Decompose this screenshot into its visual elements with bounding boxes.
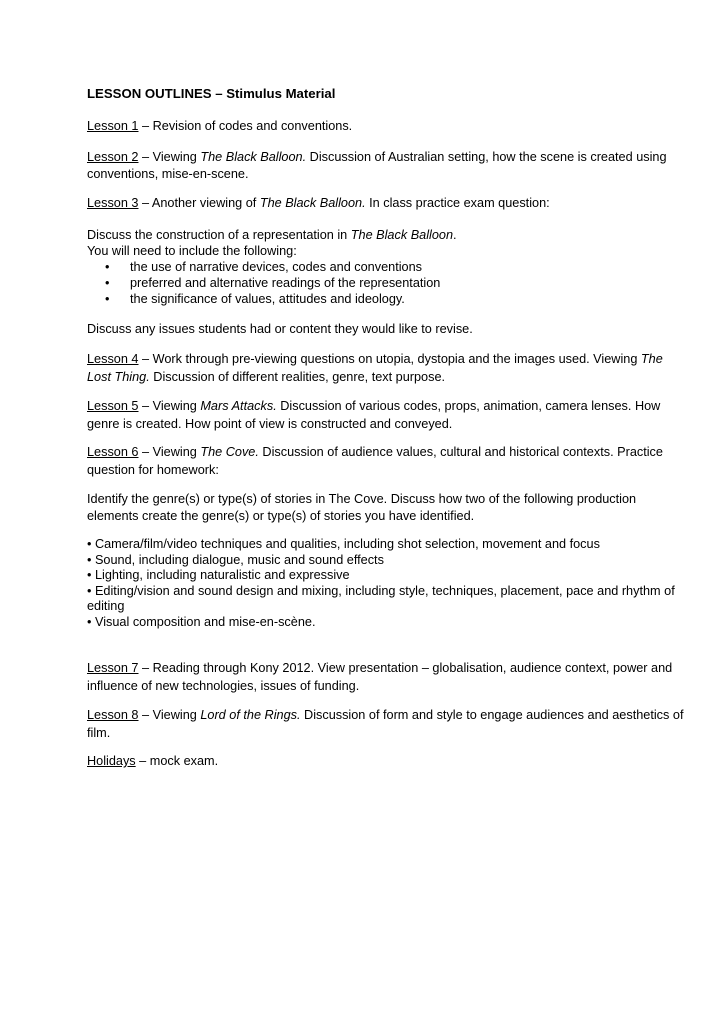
lesson-2-label: Lesson 2 xyxy=(87,150,139,164)
lesson-8-text: Discussion of form and style to engage audiences and aesthetics of film. xyxy=(87,708,684,740)
lesson-3-film: The Black Balloon. xyxy=(259,196,366,210)
lesson-7-label: Lesson 7 xyxy=(87,661,139,675)
lesson-1 xyxy=(87,118,687,135)
bullet-text: preferred and alternative readings of the representation xyxy=(130,276,441,290)
list-item: • Camera/film/video techniques and qualities, including shot selection, movement and focus xyxy=(87,537,600,551)
question-1-intro: You will need to include the following: xyxy=(87,244,297,258)
holidays xyxy=(87,753,687,770)
list-item xyxy=(87,291,687,307)
lesson-1-label: Lesson 1 xyxy=(87,119,139,133)
lesson-3-pre: – Another viewing of xyxy=(138,196,260,210)
lesson-2-pre: – Viewing xyxy=(138,150,201,164)
lesson-8 xyxy=(87,706,687,742)
exam-question-2: Identify the genre(s) or type(s) of stories in The Cove. Discuss how two of the following production elements create the genre(s) or type(s) of stories you have identified. xyxy=(87,492,637,523)
exam-question-1 xyxy=(87,227,687,307)
question-1-bullet-list xyxy=(87,259,687,307)
lesson-6-film: The Cove. xyxy=(200,445,259,459)
question-1-pre: Discuss the construction of a representation in xyxy=(87,228,351,242)
lesson-6-label: Lesson 6 xyxy=(87,445,139,459)
bullet-text: the significance of values, attitudes and ideology. xyxy=(130,292,405,306)
lesson-2 xyxy=(87,149,687,183)
question-1-film: The Black Balloon xyxy=(350,228,454,242)
question-1-prompt xyxy=(87,227,687,243)
lesson-6-pre: – Viewing xyxy=(138,445,201,459)
lesson-8-label: Lesson 8 xyxy=(87,708,139,722)
lesson-2-text: Discussion of Australian setting, how the scene is created using conventions, mise-en-scene. xyxy=(87,150,667,181)
question-1-post: . xyxy=(453,228,457,242)
lesson-7-text: – Reading through Kony 2012. View presentation – globalisation, audience context, power and influence of new technologies, issues of funding. xyxy=(87,661,673,693)
production-elements-list xyxy=(87,537,687,630)
lesson-5-pre: – Viewing xyxy=(138,399,201,413)
list-item: • Lighting, including naturalistic and expressive xyxy=(87,568,350,582)
bullet-glyph: • xyxy=(105,276,110,290)
list-item xyxy=(87,259,687,275)
lesson-2-film: The Black Balloon. xyxy=(200,150,307,164)
lesson-5 xyxy=(87,397,687,433)
lesson-5-film: Mars Attacks. xyxy=(200,399,277,413)
list-item: • Sound, including dialogue, music and sound effects xyxy=(87,552,384,567)
lesson-4-pre: – Work through pre-viewing questions on utopia, dystopia and the images used. Viewing xyxy=(138,352,641,366)
lesson-3-text: In class practice exam question: xyxy=(365,196,550,210)
discuss-issues: Discuss any issues students had or content they would like to revise. xyxy=(87,322,473,336)
list-item: • Editing/vision and sound design and mixing, including style, techniques, placement, pace and rhythm of editing xyxy=(87,583,675,613)
list-item xyxy=(87,275,687,291)
bullet-text: the use of narrative devices, codes and conventions xyxy=(130,260,422,274)
lesson-8-film: Lord of the Rings. xyxy=(200,708,301,722)
lesson-4 xyxy=(87,350,687,386)
holidays-label: Holidays xyxy=(87,754,136,768)
lesson-4-label: Lesson 4 xyxy=(87,352,139,366)
lesson-4-film: The Lost Thing. xyxy=(87,352,663,384)
list-item: • Visual composition and mise-en-scène. xyxy=(87,614,316,629)
lesson-3 xyxy=(87,195,687,212)
lesson-1-text: – Revision of codes and conventions. xyxy=(138,119,353,133)
lesson-3-label: Lesson 3 xyxy=(87,196,139,210)
lesson-8-pre: – Viewing xyxy=(138,708,201,722)
lesson-5-label: Lesson 5 xyxy=(87,399,139,413)
lesson-6 xyxy=(87,443,687,479)
bullet-glyph: • xyxy=(105,260,110,274)
bullet-glyph: • xyxy=(105,292,110,306)
holidays-text: – mock exam. xyxy=(135,754,219,768)
page-title: LESSON OUTLINES – Stimulus Material xyxy=(87,86,336,101)
lesson-5-text: Discussion of various codes, props, animation, camera lenses. How genre is created. How point of view is constructed and conveyed. xyxy=(87,399,661,431)
lesson-7 xyxy=(87,659,687,695)
lesson-6-text: Discussion of audience values, cultural and historical contexts. Practice question for homework: xyxy=(87,445,663,477)
lesson-4-text: Discussion of different realities, genre, text purpose. xyxy=(149,370,446,384)
